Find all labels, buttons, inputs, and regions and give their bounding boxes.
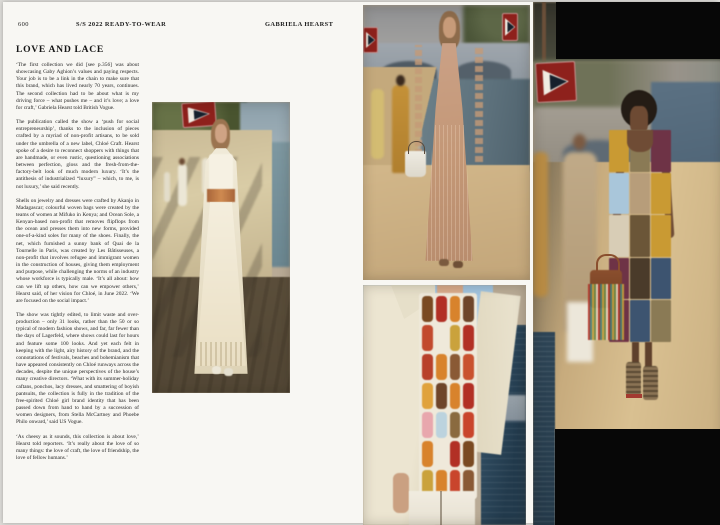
patch-cell: [436, 325, 447, 351]
model-shoe: [224, 368, 233, 376]
article-body: [16, 62, 139, 469]
patch-cell: [463, 296, 474, 322]
background-model-mustard: [533, 152, 548, 297]
patch-cell: [463, 383, 474, 409]
patch-cell: [436, 354, 447, 380]
paragraph: Shells on jewelry and dresses were crafted by Akanjo in Madagascar; colourful woven bags were created by the teams of women at Mifuko in Kenya; and Ocean Sole, a Kenyan-based non-profit that removes flipflops from the ocean and presses them into new forms, provided one-of-a-kind soles for many of the shoes. Finally, the net, which furnished a sunny bank of Quai de la Tournelle in Paris, was created by Les Bâtisseuses, a non-profit that involves refugee and immigrant women in the construction of houses, giving them employment and purpose, while challenging the norms of an industry whose workforce is typically male. ‘It’s all about: how can we lift up others, how can we empower others,’ Hearst said, of her vision for Chloé, in June 2022. ‘We are focused on the social impact.’: [16, 197, 139, 304]
crochet-vest: [419, 293, 477, 499]
patch-cell: [463, 325, 474, 351]
patch-cell: [422, 296, 433, 322]
patch-cell: [450, 441, 461, 467]
photo-runway-tan: [363, 5, 530, 280]
page: [3, 2, 717, 523]
patch-cell: [450, 325, 461, 351]
background-model-head: [573, 134, 586, 150]
patch-cell: [630, 300, 650, 342]
background-model-yellow: [371, 89, 384, 159]
quay-arrow-sign: [181, 102, 217, 128]
photo-runway-patchwork: [533, 2, 720, 525]
header-designer: GABRIELA HEARST: [265, 21, 334, 28]
copper-belt: [207, 189, 235, 202]
patch-cell: [609, 215, 629, 257]
patch-cell: [422, 441, 433, 467]
photo-crochet-detail: [363, 285, 526, 525]
patch-cell: [609, 130, 629, 172]
patch-cell: [463, 354, 474, 380]
page-number: 600: [18, 21, 29, 28]
patch-cell: [463, 441, 474, 467]
patch-cell: [422, 325, 433, 351]
gladiator-sandal: [626, 362, 641, 396]
patch-cell: [450, 296, 461, 322]
black-block-bottom: [555, 429, 720, 525]
trouser-slit: [440, 491, 442, 525]
background-model-head: [179, 158, 185, 165]
article-title: LOVE AND LACE: [16, 44, 104, 55]
white-bucket-bag: [405, 151, 426, 177]
patch-cell: [630, 173, 650, 215]
black-block-top: [556, 2, 720, 59]
shoulder-fringe: [415, 45, 422, 155]
deep-water-bottom-left: [533, 332, 555, 525]
patch-cell: [630, 215, 650, 257]
model-sandal: [453, 261, 463, 268]
trees-background: [463, 5, 530, 45]
model-shoe: [212, 366, 221, 374]
quay-arrow-sign: [363, 27, 378, 53]
quay-arrow-sign: [535, 61, 577, 103]
paragraph: The show was tightly edited, to limit waste and over-production – only 31 looks, rather than the 50 or so typical of modern fashion shows, and far, far fewer than the days of Lagerfeld, where shows could last for hours and feature some 100 looks. And yet each felt in keeping with the light, airy history of the brand, and the connotations of festivals, beaches and bohemianism that have appeared consistently on Chloé runways across the decades, despite the unique perspectives of the house’s many creative directors. ‘What with its summer-holiday caftans, ponchos, lacy dresses, and smattering of boyish pantsuits, the collection is fully in the tradition of the free-spirited Chloé girl brand identity that has been passed down from hand to hand by a succession of women designers, from Stella McCartney and Phoebe Philo onward,’ said US Vogue.: [16, 312, 139, 426]
quay-arrow-sign: [502, 13, 518, 41]
background-model-head: [396, 75, 405, 86]
patch-cell: [609, 173, 629, 215]
bag-multicolor-fringe: [588, 284, 624, 340]
patch-cell: [630, 258, 650, 300]
patch-cell: [436, 296, 447, 322]
patch-cell: [422, 412, 433, 438]
shoulder-fringe: [475, 47, 483, 162]
photo-runway-cream: [152, 102, 290, 393]
patch-cell: [463, 412, 474, 438]
header-season: S/S 2022 READY-TO-WEAR: [76, 21, 167, 28]
bag-handle: [408, 141, 425, 154]
white-trousers: [409, 491, 475, 525]
patch-cell: [651, 173, 671, 215]
white-crop-top: [209, 154, 233, 190]
patch-cell: [422, 383, 433, 409]
patch-cell: [450, 354, 461, 380]
patch-cell: [436, 441, 447, 467]
model-hand: [393, 473, 409, 513]
patch-cell: [651, 258, 671, 300]
gladiator-sandal: [643, 366, 658, 400]
paragraph: The publication called the show a ‘push for social entrepreneurship’, thanks to the inclusion of pieces crafted by a myriad of non-profit artisans, to be sold under the umbrella of a new label, Chloé Craft. Hearst spoke of a desire to reconnect shoppers with things that are handmade, or even rustic, questioning associations between perfection, gloss and the fresh-from-the-factory-belt look of much modern luxury. ‘It’s the antithesis of industrialized “luxury” – which, to me, is not luxury,’ she said recently.: [16, 119, 139, 190]
sign-pole: [542, 2, 546, 62]
background-model: [178, 164, 187, 206]
model-sandal: [439, 259, 449, 266]
patch-cell: [422, 354, 433, 380]
patch-cell: [436, 383, 447, 409]
model-neckline-skin: [627, 130, 653, 152]
model-face: [443, 17, 456, 38]
paragraph: ‘The first collection we did [see p.356] was about showcasing Gaby Aghion’s values and paying respects. Your job is to be a link in the chain to make sure that this brand, which has lived nearly 70 years, continues. The second collection had to be about what is my driving force – what pushes me – and it’s love; a love for craft,’ Gabriela Hearst told British Vogue.: [16, 62, 139, 111]
patch-cell: [651, 300, 671, 342]
skirt-fringe: [200, 342, 244, 366]
patch-cell: [450, 383, 461, 409]
patch-cell: [651, 215, 671, 257]
patch-cell: [436, 412, 447, 438]
sandal-red-sole: [626, 394, 642, 398]
background-model: [164, 172, 170, 202]
patch-cell: [651, 130, 671, 172]
model-face: [215, 124, 227, 143]
paragraph: ‘As cheesy as it sounds, this collection is about love,’ Hearst told reporters. ‘It’s really about the love of so many things: the love of craft, the love of friendship, the love of fellow humans.’: [16, 433, 139, 461]
patch-cell: [450, 412, 461, 438]
